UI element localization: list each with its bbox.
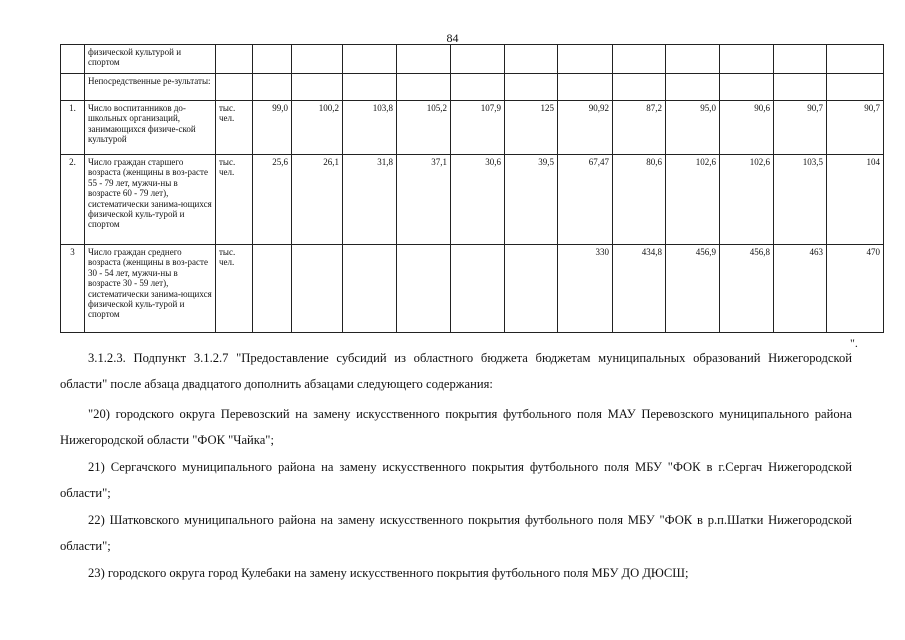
row-number-cell: 2. [61, 155, 85, 245]
paragraph-intro: 3.1.2.3. Подпункт 3.1.2.7 "Предоставление субсидий из областного бюджета бюджетам муниципальных образований Нижегородской области" после абзаца двадцатого дополнить абзацами следующего содержания: [60, 351, 852, 391]
value-cell: 470 [827, 245, 884, 333]
unit-cell: тыс. чел. [216, 101, 253, 155]
value-cell [397, 45, 451, 74]
unit-cell: тыс. чел. [216, 155, 253, 245]
value-cell: 30,6 [451, 155, 505, 245]
value-cell [558, 74, 613, 101]
value-cell: 67,47 [558, 155, 613, 245]
value-cell [613, 74, 666, 101]
unit-cell: тыс. чел. [216, 245, 253, 333]
value-cell: 25,6 [253, 155, 292, 245]
value-cell [613, 45, 666, 74]
value-cell: 105,2 [397, 101, 451, 155]
value-cell: 87,2 [613, 101, 666, 155]
value-cell: 39,5 [505, 155, 558, 245]
value-cell [292, 245, 343, 333]
table-row [61, 155, 884, 245]
value-cell: 90,6 [720, 101, 774, 155]
value-cell [720, 74, 774, 101]
value-cell [343, 245, 397, 333]
value-cell [827, 45, 884, 74]
row-number-cell [61, 74, 85, 101]
value-cell [558, 45, 613, 74]
indicator-name-cell: Непосредственные ре-зультаты: [85, 74, 216, 101]
value-cell: 31,8 [343, 155, 397, 245]
indicator-name-cell: физической культурой и спортом [85, 45, 216, 74]
value-cell: 102,6 [666, 155, 720, 245]
closing-quote: ". [850, 336, 858, 350]
unit-cell [216, 45, 253, 74]
unit-cell [216, 74, 253, 101]
page-number: 84 [446, 31, 459, 45]
value-cell: 90,92 [558, 101, 613, 155]
value-cell: 99,0 [253, 101, 292, 155]
value-cell [253, 45, 292, 74]
value-cell: 456,8 [720, 245, 774, 333]
value-cell: 103,8 [343, 101, 397, 155]
paragraph-item-22: 22) Шатковского муниципального района на замену искусственного покрытия футбольного поля МБУ "ФОК в р.п.Шатки Нижегородской области"; [60, 513, 852, 553]
table-row [61, 101, 884, 155]
value-cell: 37,1 [397, 155, 451, 245]
value-cell [397, 245, 451, 333]
value-cell: 107,9 [451, 101, 505, 155]
value-cell [253, 245, 292, 333]
value-cell [292, 74, 343, 101]
row-number-cell: 1. [61, 101, 85, 155]
value-cell [397, 74, 451, 101]
value-cell: 95,0 [666, 101, 720, 155]
value-cell: 456,9 [666, 245, 720, 333]
value-cell: 104 [827, 155, 884, 245]
indicator-name-cell: Число граждан среднего возраста (женщины в воз-расте 30 - 54 лет, мужчи-ны в возрасте 30 - 59 лет), систематически занима-ющихся физической куль-турой и спортом [85, 245, 216, 333]
value-cell: 330 [558, 245, 613, 333]
value-cell [505, 74, 558, 101]
value-cell: 26,1 [292, 155, 343, 245]
row-number-cell: 3 [61, 245, 85, 333]
value-cell [451, 45, 505, 74]
value-cell: 100,2 [292, 101, 343, 155]
value-cell [666, 74, 720, 101]
value-cell [343, 74, 397, 101]
value-cell: 90,7 [827, 101, 884, 155]
value-cell: 125 [505, 101, 558, 155]
indicator-name-cell: Число воспитанников до-школьных организаций, занимающихся физиче-ской культурой [85, 101, 216, 155]
value-cell [451, 74, 505, 101]
value-cell [343, 45, 397, 74]
value-cell [720, 45, 774, 74]
value-cell [451, 245, 505, 333]
value-cell: 90,7 [774, 101, 827, 155]
value-cell [774, 45, 827, 74]
paragraph-item-20: "20) городского округа Перевозский на замену искусственного покрытия футбольного поля МАУ Перевозского муниципального района Нижегородской области "ФОК "Чайка"; [60, 407, 852, 447]
paragraph-item-23: 23) городского округа город Кулебаки на замену искусственного покрытия футбольного поля МБУ ДО ДЮСШ; [88, 566, 689, 580]
indicators-table [60, 44, 884, 333]
value-cell [666, 45, 720, 74]
value-cell: 80,6 [613, 155, 666, 245]
value-cell: 102,6 [720, 155, 774, 245]
paragraph-item-21: 21) Сергачского муниципального района на замену искусственного покрытия футбольного поля МБУ "ФОК в г.Сергач Нижегородской области"; [60, 460, 852, 500]
table-row [61, 245, 884, 333]
value-cell [292, 45, 343, 74]
table-row [61, 74, 884, 101]
value-cell: 434,8 [613, 245, 666, 333]
value-cell [505, 245, 558, 333]
indicator-name-cell: Число граждан старшего возраста (женщины в воз-расте 55 - 79 лет, мужчи-ны в возрасте 60 - 79 лет), систематически занима-ющихся физической куль-турой и спортом [85, 155, 216, 245]
row-number-cell [61, 45, 85, 74]
value-cell: 463 [774, 245, 827, 333]
value-cell [827, 74, 884, 101]
value-cell [253, 74, 292, 101]
value-cell [774, 74, 827, 101]
value-cell: 103,5 [774, 155, 827, 245]
table-row [61, 45, 884, 74]
value-cell [505, 45, 558, 74]
